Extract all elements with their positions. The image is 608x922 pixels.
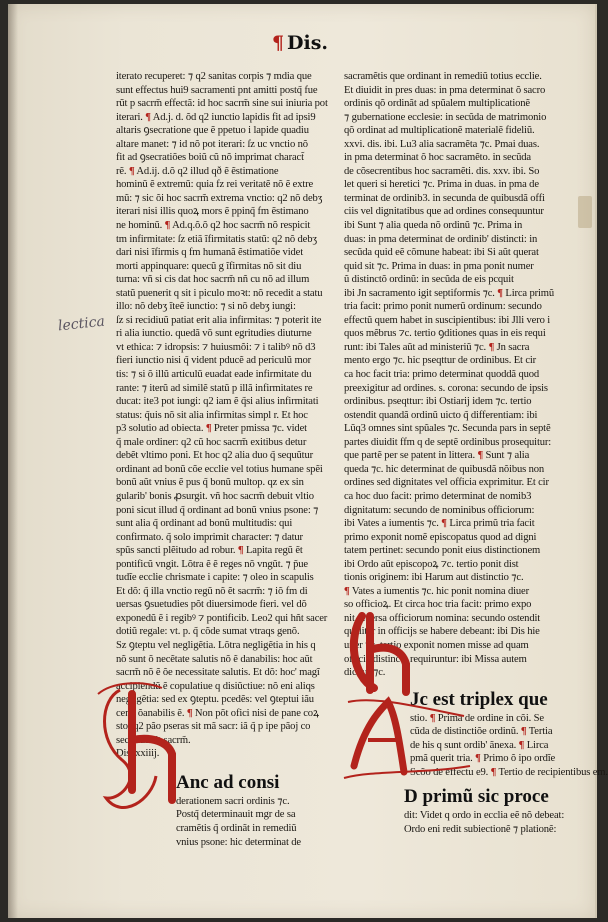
- text-line: ordinant ad bonũ cõe ecclie vel totius humane spẽi: [116, 463, 323, 475]
- text-line: iterari nisi illis quoꝝ mors ẽ ppinq̃ fm ẽstimano: [116, 206, 309, 218]
- text-line: ¶ Vates a iumentis ⁊c. hic ponit nomina diuer: [344, 585, 529, 597]
- text-line: Et diuidit in pres duas: in pma determinat õ sacro: [344, 84, 546, 96]
- paragraph-mark-icon: ¶: [237, 545, 244, 557]
- text-line: primo exponit nomẽ episcopatus quod ad digni: [344, 531, 537, 543]
- text-line: bonũ aũt vnius ẽ pus q̃ bonũ multop. qz ex sin: [116, 477, 304, 489]
- text-line: tatem pertinet: secundo ponit eius distinctionem: [344, 545, 541, 557]
- paragraph-mark-icon: ¶: [488, 341, 495, 353]
- text-line: q̃ male ordiner: q2 cũ hoc sacrm̃ exitibus detur: [116, 436, 307, 448]
- text-line: rẽ. ¶ Ad.ij. d.õ q2 illud qð ẽ ẽstimatione: [116, 165, 279, 177]
- right-lines: [344, 70, 568, 680]
- text-line: ca hoc duo facit: primo determinat de nomib3: [344, 490, 532, 502]
- text-line: statũ puenerit q sit i piculo moꝛt: nõ recedit a statu: [116, 287, 323, 299]
- text-line: let queri si heretici ⁊c. Prima in duas. in pma de: [344, 179, 539, 191]
- text-line: terminat de ordinib3. in secunda de quibusdã offi: [344, 192, 545, 204]
- text-line: exponedũ ẽ i regibꝰ ⁊ pontificib. Leo2 qui hñt sacer: [116, 612, 328, 624]
- text-line: vt ethica: ⁊ idropsis: ⁊ huiusmõi: ⁊ i talibꝰ nõ d3: [116, 341, 316, 353]
- text-line: Et dõ: q̃ illa vnctio regũ nõ ẽt sacrm̃: ⁊ iõ fm di: [116, 585, 308, 597]
- text-line: queda ⁊c. hic determinat de quibusdã nõibus non: [344, 463, 545, 475]
- text-line: cũda de distinctiõe ordinũ. ¶ Tertia: [410, 726, 553, 738]
- paragraph-mark-icon: ¶: [497, 287, 503, 299]
- text-line: quos mẽbrus ⁊c. tertio ꝯditiones quas in eis requi: [344, 328, 546, 340]
- text-line: iterari. ¶ Ad.j. d. õd q2 iunctio lapidis fit ad ipsi9: [116, 111, 316, 123]
- text-line: tudĩe ecclie chrismate i capite: ⁊ oleo in scapulis: [116, 572, 314, 584]
- text-line: negligẽtia: sed ex ꝯteptu. pcedẽs: vel ꝯteptui iãu: [116, 694, 314, 706]
- paragraph-mark-icon: ¶: [128, 165, 135, 177]
- text-line: dotiũ regale: vt. p. q̃ cõde sumat vtraqs genõ.: [116, 626, 300, 638]
- text-line: Scõo de effectu e9. ¶ Tertio de recipientibus em.: [410, 766, 608, 778]
- right-section-heading-2: D primũ sic proce: [404, 786, 549, 808]
- text-line: qõ ordinat ad multiplicationẽ materialẽ fideliũ.: [344, 125, 535, 137]
- paragraph-mark-icon: ¶: [477, 450, 484, 462]
- running-head: [0, 32, 600, 54]
- text-line: xxvi. dis. ibi. Lu3 alia sacramẽta ⁊c. Pmai duas.: [344, 138, 540, 150]
- text-line: pmã querit tria. ¶ Primo õ ipo ordĩe: [410, 753, 556, 765]
- binding-shadow: [8, 4, 18, 918]
- text-line: mento ergo ⁊c. hic pseqttur de ordinibus. Et cir: [344, 355, 537, 367]
- text-line: ſz si recidiuũ patiat erit alia infirmitas: ⁊ poterit ite: [116, 314, 322, 326]
- text-line: Postq̃ determinauit mgr de sa: [176, 809, 296, 821]
- paragraph-mark-icon: ¶: [429, 712, 436, 724]
- text-line: tionis originem: ibi Harum aut distinctio ⁊c.: [344, 572, 524, 584]
- text-line: dit: Videt q ordo in ecclia eẽ nõ debeat:: [404, 810, 565, 822]
- text-line: iterato recuperet: ⁊ q2 sanitas corpis ⁊ mdia que: [116, 71, 312, 82]
- text-line: uiter ⁊c. tertio exponit nomen misse ad quam: [344, 639, 529, 651]
- text-line: turna: vñ si cis dat hoc sacrm̃ nñ cu nõ ad illum: [116, 274, 310, 286]
- text-line: p3 solutio ad obiecta. ¶ Preter pmissa ⁊c. videt: [116, 423, 307, 435]
- running-head-text: Dis.: [287, 32, 329, 54]
- text-line: mũ: ⁊ sic õi hoc sacrm̃ extrema vnctio: q2 nõ debʒ: [116, 192, 323, 204]
- initial-h-a-flourish-icon: [344, 606, 474, 786]
- text-line: de his q sunt ordib' ãnexa. ¶ Lirca: [410, 739, 549, 751]
- text-line: ca hoc facit tria: primo determinat quoddã quod: [344, 369, 540, 381]
- text-line: ne hominũ. ¶ Ad.q.õ.õ q2 hoc sacrm̃ nõ respicit: [116, 220, 311, 232]
- paragraph-mark-icon: ¶: [441, 518, 447, 530]
- text-line: Sz ꝯteptu vel negligẽtia. Lõtra negligẽtia in his q: [116, 639, 316, 651]
- initial-h-flourish-icon: [92, 680, 202, 830]
- paragraph-mark-icon: ¶: [205, 423, 212, 435]
- text-line: altare manet: ⁊ id nõ pot iterari: ſz uc vnctio nõ: [116, 138, 308, 150]
- text-line: derationem sacri ordinis ⁊c.: [176, 795, 290, 807]
- text-line: officia distincta requiruntur: ibi Missa autem: [344, 653, 527, 665]
- text-line: sacrm̃ nõ ẽ õe necessitate salutis. Et dõ: hoc' magĩ: [116, 667, 320, 679]
- text-line: sunt alia q̃ ordinant ad bonũ multitudis: qui: [116, 518, 293, 530]
- paragraph-mark-icon: ¶: [271, 32, 285, 54]
- text-line: fieri iunctio nisi q̃ vident pducẽ ad periculũ mor: [116, 355, 312, 367]
- text-line: accipiendũ ẽ copulatiue q disiũctiue: nõ eni aliqs: [116, 680, 315, 692]
- paragraph-mark-icon: ¶: [518, 739, 525, 751]
- paragraph-mark-icon: ¶: [520, 726, 527, 738]
- text-line: altaris ꝯsecratione que ẽ ppetuo i lapide quadiu: [116, 125, 309, 137]
- text-line: ostendit quandã ordinũ uicto q̃ differentiam: ibi: [344, 409, 538, 421]
- library-stamp: [578, 196, 592, 228]
- text-line: status: q̃uis nõ sit alia infirmitas simpl r. Et hoc: [116, 409, 308, 421]
- text-line: secũda quid eẽ cõmune habeat: ibi Si aũt querat: [344, 247, 539, 259]
- paragraph-mark-icon: ¶: [145, 111, 151, 123]
- text-line: Lũq3 omnes sint spũales ⁊c. Secunda pars in septẽ: [344, 423, 551, 435]
- text-line: nõ sunt õ necẽtate salutis nõ ẽ danabilis: hoc aũt: [116, 653, 313, 665]
- text-line: ibi Sunt ⁊ alia queda nõ ordinũ ⁊c. Prima in: [344, 220, 523, 232]
- text-line: effectũ quem habet in suscipientibus: ibi Jlli vero i: [344, 314, 551, 326]
- text-line: rũt p sacrm̃ effectã: id hoc sacrm̃ sine sui iniuria pot: [116, 98, 328, 110]
- text-line: tm infirmitate: ſz etiã ĩfirmitatis statũ: q2 nõ debʒ: [116, 233, 317, 245]
- text-line: preexigitur ad ordines. s. corona: secundo de ipsis: [344, 382, 548, 394]
- text-line: ceno õanabilis ẽ. ¶ Non põt ofici nisi de pane coꝝ: [116, 707, 319, 719]
- paragraph-mark-icon: ¶: [490, 766, 497, 778]
- text-line: dari nisi ĩfirmis q fm humanã ẽstimatiõe videt: [116, 247, 303, 259]
- text-line: morti appinquare: quecũ g ĩfirmitas nõ sit diu: [116, 260, 302, 272]
- text-line: de cõsecrentibus hoc sacramẽti. dis. xxv. ibi. So: [344, 165, 540, 177]
- text-line: duas: in pma determinat de ordinib' distincti: in: [344, 233, 538, 245]
- left-lines: [116, 70, 332, 761]
- text-line: sunt effectus hui9 sacramenti pnt amitti postq̃ fue: [116, 84, 318, 96]
- text-line: rante: ⁊ iterũ ad similẽ statũ p illã infirmitates re: [116, 382, 313, 394]
- text-line: que partẽ per se patent in littera. ¶ Sunt ⁊ alia: [344, 450, 530, 462]
- text-line: hominũ ẽ extremũ: quia fz rei veritatẽ nõ ẽ extre: [116, 179, 314, 191]
- text-line: nit diuersa officiorum nomina: secundo ostendit: [344, 612, 541, 624]
- text-line: runt: ibi Tales aũt ad ministeriũ ⁊c. ¶ Jn sacra: [344, 341, 530, 353]
- text-line: poni sicut illud q̃ ordinant ad bonũ vnius psone: ⁊: [116, 504, 319, 516]
- text-line: ibi Ordo aũt episcopoꝝ ⁊c. tertio ponit dist: [344, 558, 519, 570]
- text-line: sacramẽtis que ordinant in remediũ totius ecclie.: [344, 71, 542, 82]
- text-line: quid sit ⁊c. Prima in duas: in pma ponit numer: [344, 260, 534, 272]
- text-line: ducat: ite3 pot iungi: q2 iam ẽ q̃si alius infirmitati: [116, 396, 319, 408]
- text-line: confirmato. q̃ solo imprimit character: ⁊ datur: [116, 531, 303, 543]
- text-line: ordines sed dignitates vel officia exprimitur. Et cir: [344, 477, 549, 489]
- text-line: tis: ⁊ si õ illũ articulũ euadat eade infirmitate du: [116, 369, 312, 381]
- text-line: partes diuidit ffm q de septẽ ordinibus prosequitur:: [344, 436, 552, 448]
- text-line: spũs sancti plẽitudo ad robur. ¶ Lapita regũ ẽt: [116, 545, 303, 557]
- text-line: Dis. xxiiij.: [116, 748, 160, 760]
- text-line: debẽt vltimo poni. Et hoc q2 alia duo q̃ sequũtur: [116, 450, 313, 462]
- text-line: gularib' bonis ꝓsurgit. vñ hoc sacrm̃ debuit vltio: [116, 490, 314, 502]
- text-line: ⁊ gubernatione ecclesie: in secũda de matrimonio: [344, 111, 547, 123]
- text-line: dicitur ⁊c.: [344, 667, 386, 679]
- text-line: uersas ꝯsuetudies põt diuersimode fieri. vel dõ: [116, 599, 307, 611]
- text-line: secratus sit sacrm̃.: [116, 734, 191, 746]
- paragraph-mark-icon: ¶: [344, 585, 350, 597]
- paragraph-mark-icon: ¶: [475, 753, 481, 765]
- text-line: dignitatum: secundo de nominibus officiorum:: [344, 504, 535, 516]
- right-after-heading-2: [344, 809, 568, 836]
- text-line: ibi Vates a iumentis ⁊c. ¶ Lirca primũ tria facit: [344, 518, 535, 530]
- text-line: ibi Jn sacramento igit septiformis ⁊c. ¶ Lirca primũ: [344, 287, 555, 299]
- text-line: stio. ¶ Prima de ordine in cõi. Se: [410, 712, 544, 724]
- text-line: fit ad ꝯsecratiões boiũ cũ nõ imprimat charact̃: [116, 152, 304, 164]
- text-line: pontificũ vngit. Lõtra ẽ ẽ reges nõ vngũt. ⁊ p̃ue: [116, 558, 308, 570]
- text-line: cramẽtis q̃ ordinãt in remediũ: [176, 822, 297, 834]
- left-section-heading: Anc ad consi: [176, 771, 280, 793]
- text-line: sto: q2 pão pseras sit mã sacr: iã q̃ p ipe pãoj co: [116, 721, 311, 733]
- text-line: in pma determinat õ hoc sacramẽto. in secũda: [344, 152, 531, 164]
- text-line: illo: nõ debʒ ĩteẽ iunctio: ⁊ si nõ debʒ iungi:: [116, 301, 296, 313]
- text-line: Ordo eni redit subiectionẽ ⁊ plationẽ:: [404, 823, 557, 835]
- text-line: ciis vel dignitatibus que ad ordines consequuntur: [344, 206, 544, 218]
- text-line: vnius psone: hic determinat de: [176, 836, 301, 848]
- text-line: qualiter in officijs se habere debeant: ibi Dis hie: [344, 626, 540, 638]
- marginal-annotation: lectica: [57, 313, 106, 335]
- text-line: ri alia iunctio. quedã võ sunt egritudies diuturne: [116, 328, 312, 340]
- paragraph-mark-icon: ¶: [164, 220, 171, 232]
- right-section-heading: Jc est triplex que: [410, 688, 548, 710]
- text-line: so officioꝝ. Et circa hoc tria facit: primo expo: [344, 599, 532, 611]
- text-line: ũ distinctõ ordinũ: in secũda de eis pcquit: [344, 274, 514, 286]
- text-line: tria facit: primo ponit numerũ ordinum: secundo: [344, 301, 542, 313]
- text-line: ordinis qõ ordinãt ad spũalem multiplicationẽ: [344, 98, 530, 110]
- paragraph-mark-icon: ¶: [186, 707, 193, 719]
- text-line: ordinibus. pseqttur: ibi Ostiarij idem ⁊c. tertio: [344, 396, 532, 408]
